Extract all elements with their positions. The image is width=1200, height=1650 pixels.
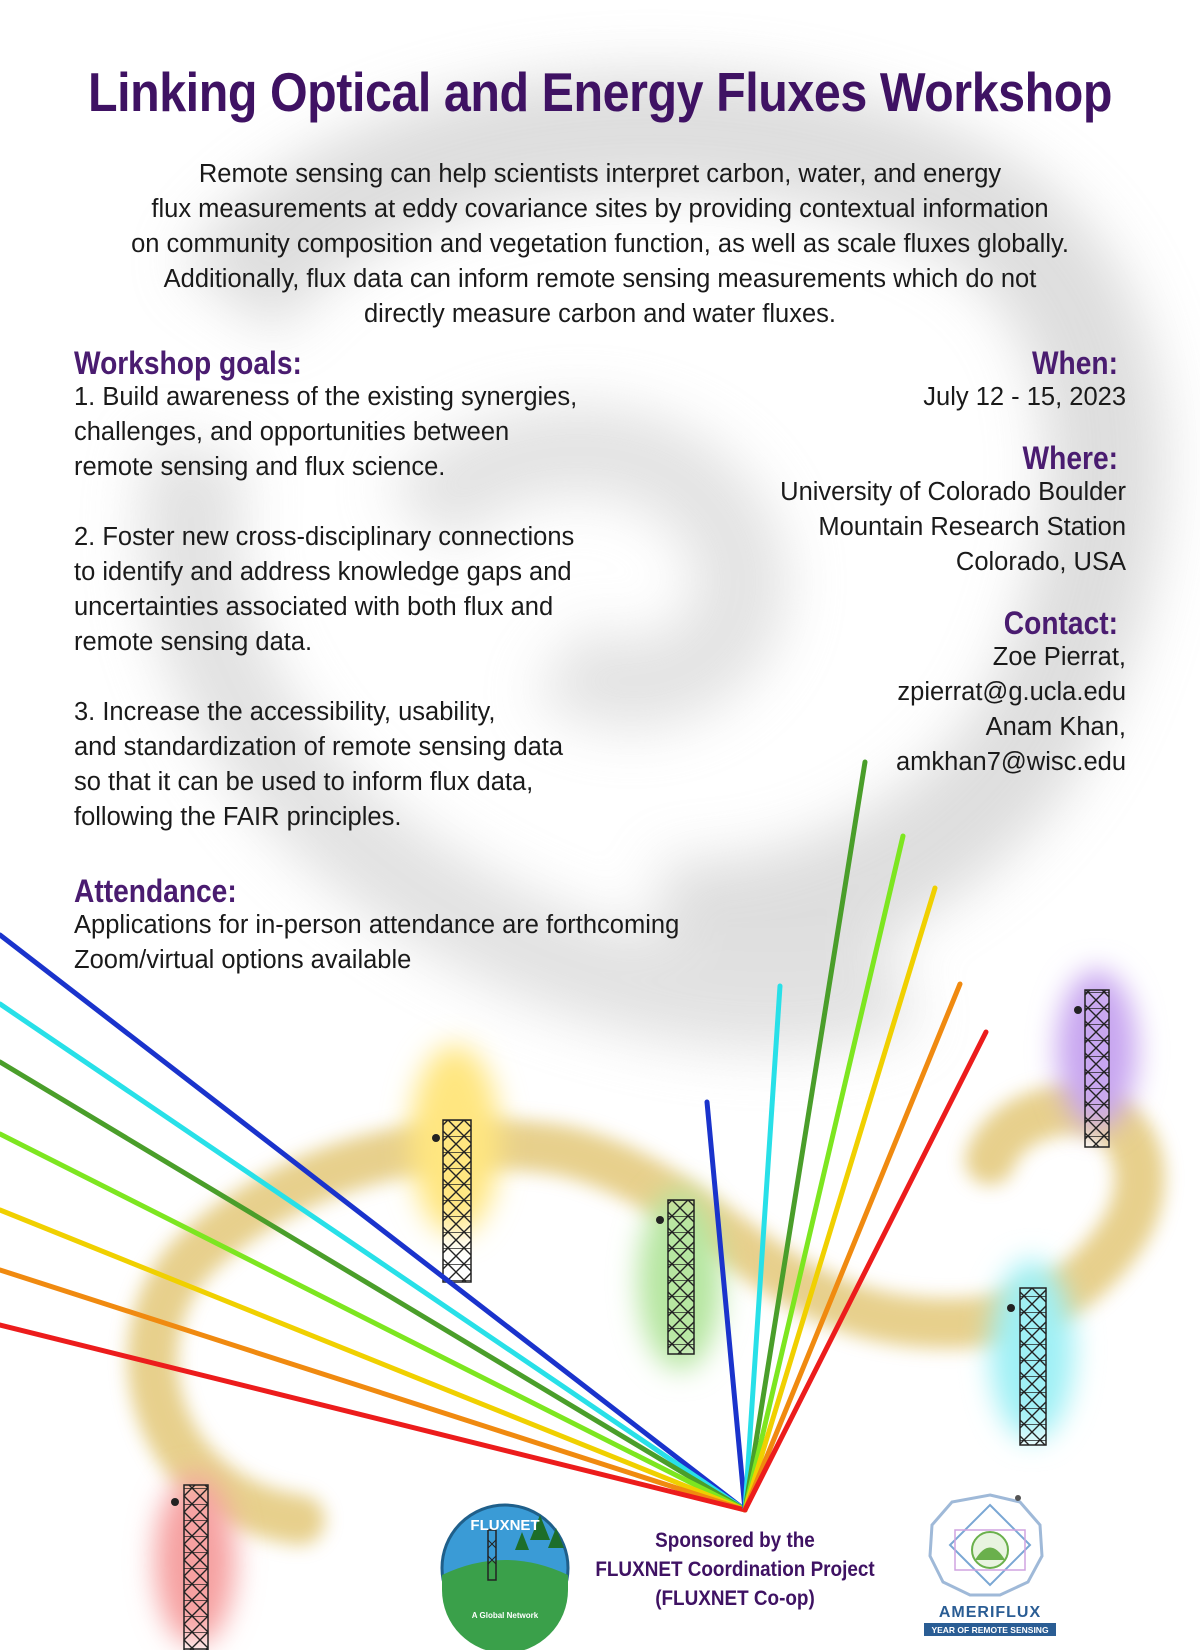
tower-cyan (990, 1260, 1074, 1445)
attendance-heading: Attendance: (74, 873, 237, 909)
attendance-line: Applications for in-person attendance are forthcoming (74, 911, 680, 939)
ameriflux-logo-tagline: YEAR OF REMOTE SENSING (931, 1625, 1049, 1635)
ameriflux-logo-name: AMERIFLUX (938, 1604, 1042, 1621)
contact-name: Anam Khan, (985, 713, 1126, 741)
workshop-goals-list (74, 380, 714, 835)
contact-name: Zoe Pierrat, (992, 643, 1126, 671)
intro-line: directly measure carbon and water fluxes. (364, 300, 836, 328)
contact-section (680, 605, 1126, 780)
tower-yellow (410, 1045, 500, 1282)
workshop-goals-heading: Workshop goals: (74, 345, 302, 381)
incoming-ray-orange (0, 1270, 745, 1510)
contact-email-link[interactable]: amkhan7@wisc.edu (896, 748, 1126, 776)
where-heading: Where: (1022, 440, 1118, 476)
fluxnet-logo-name: FLUXNET (470, 1517, 540, 1534)
goal-line: uncertainties associated with both flux and (74, 593, 554, 621)
fluxnet-logo-tagline: A Global Network (471, 1611, 539, 1620)
goal-line: to identify and address knowledge gaps and (74, 558, 572, 586)
goal-line: challenges, and opportunities between (74, 418, 510, 446)
attendance-text (74, 908, 834, 978)
contact-email-link[interactable]: zpierrat@g.ucla.edu (897, 678, 1126, 706)
goal-line: 3. Increase the accessibility, usability, (74, 698, 496, 726)
goal-line: so that it can be used to inform flux data, (74, 768, 534, 796)
goal-line: and standardization of remote sensing data (74, 733, 564, 761)
when-date: July 12 - 15, 2023 (923, 383, 1126, 411)
intro-line: flux measurements at eddy covariance sites by providing contextual information (151, 195, 1049, 223)
when-section (680, 345, 1126, 415)
attendance-line: Zoom/virtual options available (74, 946, 412, 974)
tower-red (155, 1475, 235, 1650)
sponsor-line: Sponsored by the (655, 1529, 815, 1552)
where-line: University of Colorado Boulder (780, 478, 1126, 506)
goal-line: remote sensing and flux science. (74, 453, 446, 481)
event-details (680, 345, 1126, 780)
where-line: Colorado, USA (955, 548, 1126, 576)
incoming-ray-red (0, 1325, 745, 1510)
where-line: Mountain Research Station (818, 513, 1126, 541)
goal-item-1 (74, 380, 714, 485)
where-address (680, 475, 1126, 580)
goal-line: following the FAIR principles. (74, 803, 402, 831)
where-section (680, 440, 1126, 580)
attendance-section (74, 873, 834, 978)
fluxnet-logo (442, 1505, 568, 1650)
sponsor-text (591, 1526, 879, 1613)
intro-line: on community composition and vegetation function, as well as scale fluxes globally. (131, 230, 1069, 258)
incoming-ray-darkgreen (0, 1062, 745, 1510)
goal-item-2 (74, 520, 714, 660)
tower-green (638, 1190, 722, 1370)
goal-line: 1. Build awareness of the existing synergies, (74, 383, 578, 411)
sponsor-line: FLUXNET Coordination Project (595, 1558, 875, 1581)
sponsor-line: (FLUXNET Co-op) (655, 1587, 815, 1610)
intro-paragraph (30, 157, 1170, 332)
contact-heading: Contact: (1003, 605, 1118, 641)
contact-details (680, 640, 1126, 780)
when-heading: When: (1031, 345, 1118, 381)
goal-line: remote sensing data. (74, 628, 313, 656)
goal-item-3 (74, 695, 714, 835)
ameriflux-logo (924, 1495, 1056, 1636)
intro-line: Remote sensing can help scientists interpret carbon, water, and energy (198, 160, 1002, 188)
workshop-goals-section (74, 345, 714, 870)
page-title: Linking Optical and Energy Fluxes Workshop (87, 61, 1113, 123)
intro-line: Additionally, flux data can inform remote sensing measurements which do not (163, 265, 1037, 293)
goal-line: 2. Foster new cross-disciplinary connections (74, 523, 575, 551)
